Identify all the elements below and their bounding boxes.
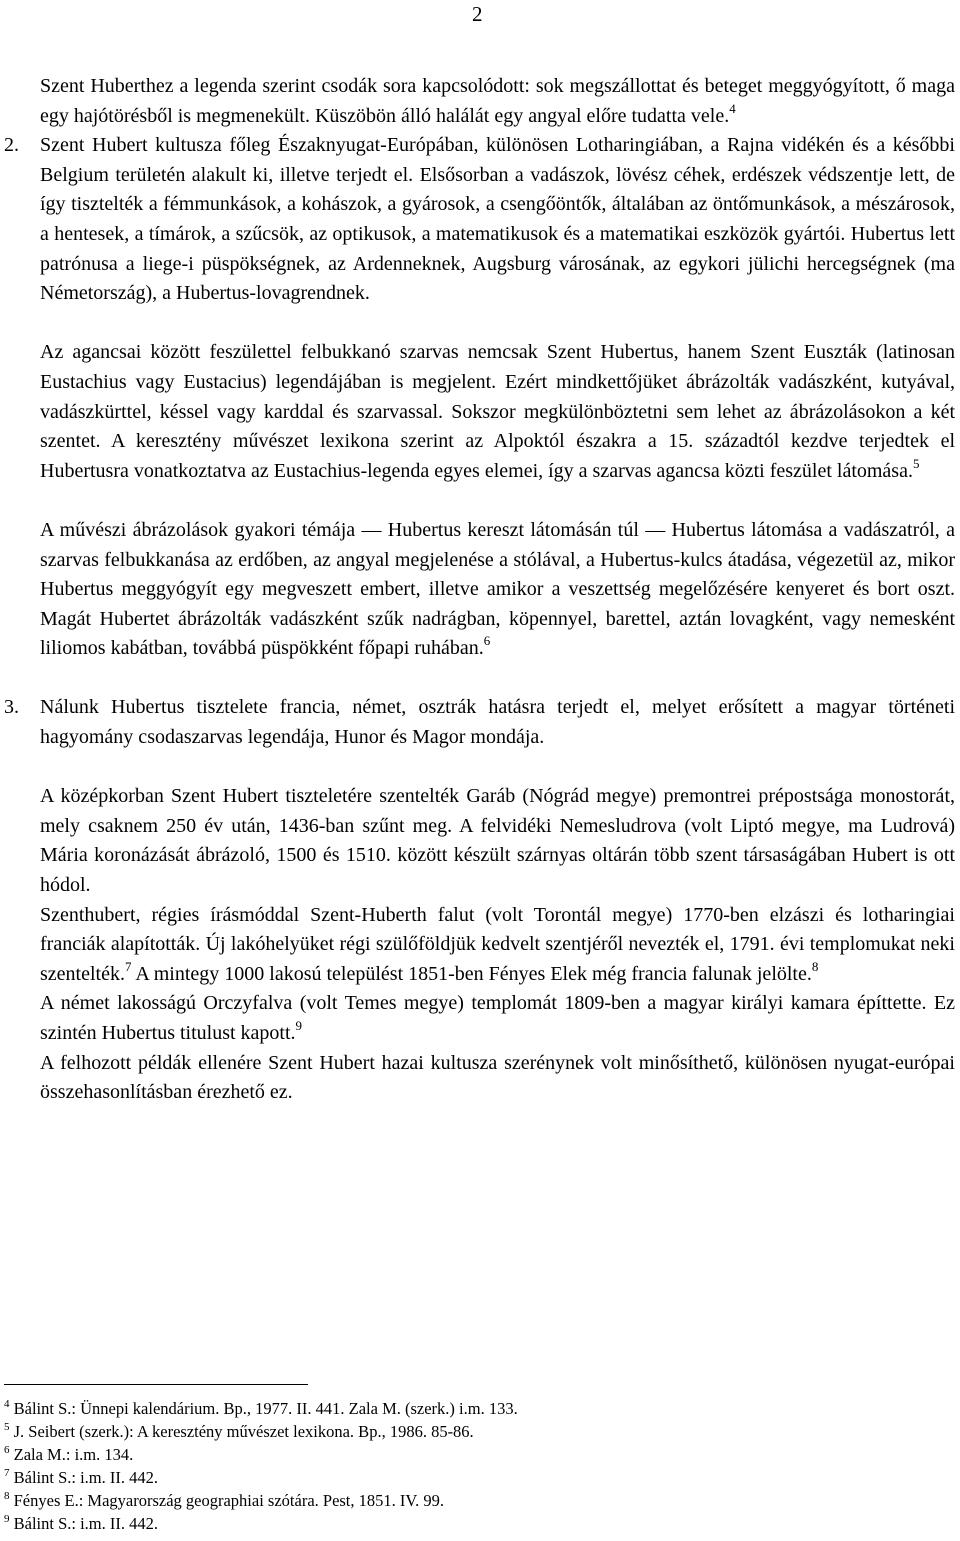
footnote-number: 5 xyxy=(4,1421,10,1433)
paragraph-text: A német lakosságú Orczyfalva (volt Temes megye) templomát 1809-ben a magyar királyi kamara építtette. Ez szintén Hubertus titulust kapott. xyxy=(40,992,955,1044)
footnote-text: Fényes E.: Magyarország geographiai szótára. Pest, 1851. IV. 99. xyxy=(13,1491,445,1510)
footnote-text: Bálint S.: i.m. II. 442. xyxy=(13,1514,158,1533)
footnote-text: Zala M.: i.m. 134. xyxy=(13,1445,134,1464)
paragraph-text: Szent Huberthez a legenda szerint csodák sora kapcsolódott: sok megszállottat és beteget meggyógyított, ő maga egy hajótörésből is megmenekült. Küszöbön álló halálát egy angyal előre tudatta vele. xyxy=(40,75,955,127)
page-number: 2 xyxy=(472,2,483,26)
footnote xyxy=(4,1466,904,1489)
paragraph-middle-ages xyxy=(40,782,955,900)
footnotes xyxy=(4,1397,904,1535)
paragraph-deer-cross xyxy=(40,338,955,486)
footnote-ref-9[interactable]: 9 xyxy=(295,1018,303,1033)
footnote-number: 9 xyxy=(4,1513,10,1525)
section-number: 3. xyxy=(4,696,19,719)
paragraph-section-3 xyxy=(4,693,955,752)
footnote-number: 6 xyxy=(4,1444,10,1456)
footnote-ref-6[interactable]: 6 xyxy=(483,633,491,649)
paragraph-orczyfalva xyxy=(40,989,955,1048)
paragraph-legend xyxy=(40,72,955,131)
footnote-number: 4 xyxy=(4,1398,10,1410)
paragraph-text: A mintegy 1000 lakosú települést 1851-ben Fényes Elek még francia falunak jelölte. xyxy=(135,962,812,985)
footnote xyxy=(4,1512,904,1535)
footnote-text: Bálint S.: i.m. II. 442. xyxy=(13,1468,158,1487)
footnote-separator xyxy=(4,1384,308,1385)
footnote-text: Bálint S.: Ünnepi kalendárium. Bp., 1977. II. 441. Zala M. (szerk.) i.m. 133. xyxy=(13,1399,518,1418)
main-text xyxy=(4,72,955,1108)
footnote-ref-4[interactable]: 4 xyxy=(729,100,736,116)
paragraph-text: A felhozott példák ellenére Szent Hubert hazai kultusza szerénynek volt minősíthető, különösen nyugat-európai összehasonlításban érezhető ez. xyxy=(40,1051,955,1104)
paragraph-text: Nálunk Hubertus tisztelete francia, német, osztrák hatásra terjedt el, melyet erősített a magyar történeti hagyomány csodaszarvas legendája, Hunor és Magor mondája. xyxy=(40,696,955,749)
paragraph-text: A művészi ábrázolások gyakori témája — Hubertus kereszt látomásán túl — Hubertus látomása a vadászatról, a szarvas felbukkanása az erdőben, az angyal megjelenése a stólával, a Hubertus-kulcs átadása, végezetül az, mikor Hubertus meggyógyít egy megveszett embert, illetve amikor a veszettség megelőzésére kenyeret és bort oszt. Magát Hubertet ábrázolták vadászként szűk nadrágban, köpennyel, barettel, aztán lovagként, vagy nemesként liliomos kabátban, továbbá püspökként főpapi ruhában. xyxy=(40,518,955,660)
footnote-ref-7[interactable]: 7 xyxy=(124,958,132,974)
paragraph-text: Az agancsai között feszülettel felbukkanó szarvas nemcsak Szent Hubertus, hanem Szent Euszták (latinosan Eustachius vagy Eustacius) legendájában is megjelent. Ezért mindkettőjüket ábrázolták vadászként, kutyával, vadászkürttel, késsel vagy karddal és szarvassal. Sokszor megkülönböztetni sem lehet az ábrázolásokon a két szentet. A keresztény művészet lexikona szerint az Alpoktól északra a 15. századtól kezdve terjedtek el Hubertusra vonatkoztatva az Eustachius-legenda egyes elemei, így a szarvas agancsa közti feszület látomása. xyxy=(40,341,955,482)
paragraph-text: Szenthubert, régies írásmóddal Szent-Huberth falut (volt Torontál megye) 1770-ben elzászi és lotharingiai franciák alapították. Új lakóhelyüket régi szülőföldjük kedvelt szentjéről nevezték el, 1791. évi templomukat neki szentelték. xyxy=(40,903,955,985)
section-number: 2. xyxy=(4,134,19,157)
paragraph-text: Szent Hubert kultusza főleg Északnyugat-Európában, különösen Lotharingiában, a Rajna vidékén és a későbbi Belgium területén alakult ki, illetve terjedt el. Elsősorban a vadászok, lövész céhek, erdészek védszentje lett, de így tisztelték a fémmunkások, a kohászok, a gyárosok, a csengőöntők, általában az öntőmunkások, a mészárosok, a hentesek, a tímárok, a szűcsök, az optikusok, a matematikusok és a matematikai eszközök gyártói. Hubertus lett patrónusa a liege-i püspökségnek, az Ardenneknek, Augsburg városának, az egykori jülichi hercegségnek (ma Németország), a Hubertus-lovagrendnek. xyxy=(40,134,955,305)
footnote xyxy=(4,1397,904,1420)
footnote-ref-8[interactable]: 8 xyxy=(811,958,819,974)
footnote xyxy=(4,1443,904,1466)
paragraph-text: A középkorban Szent Hubert tiszteletére szentelték Garáb (Nógrád megye) premontrei prépostsága monostorát, mely csaknem 250 év után, 1436-ban szűnt meg. A felvidéki Nemesludrova (volt Liptó megye, ma Ludrová) Mária koronázását ábrázoló, 1500 és 1510. között készült szárnyas oltárán több szent társaságában Hubert is ott hódol. xyxy=(40,785,955,897)
footnote-number: 8 xyxy=(4,1490,10,1502)
footnote xyxy=(4,1489,904,1512)
paragraph-conclusion xyxy=(40,1049,955,1108)
footnote-text: J. Seibert (szerk.): A keresztény művészet lexikona. Bp., 1986. 85-86. xyxy=(13,1422,474,1441)
footnote-ref-5[interactable]: 5 xyxy=(912,455,920,471)
paragraph-section-2 xyxy=(4,131,955,309)
footnote xyxy=(4,1420,904,1443)
paragraph-szenthubert xyxy=(40,901,955,990)
paragraph-art-themes xyxy=(40,516,955,664)
footnote-number: 7 xyxy=(4,1467,10,1479)
